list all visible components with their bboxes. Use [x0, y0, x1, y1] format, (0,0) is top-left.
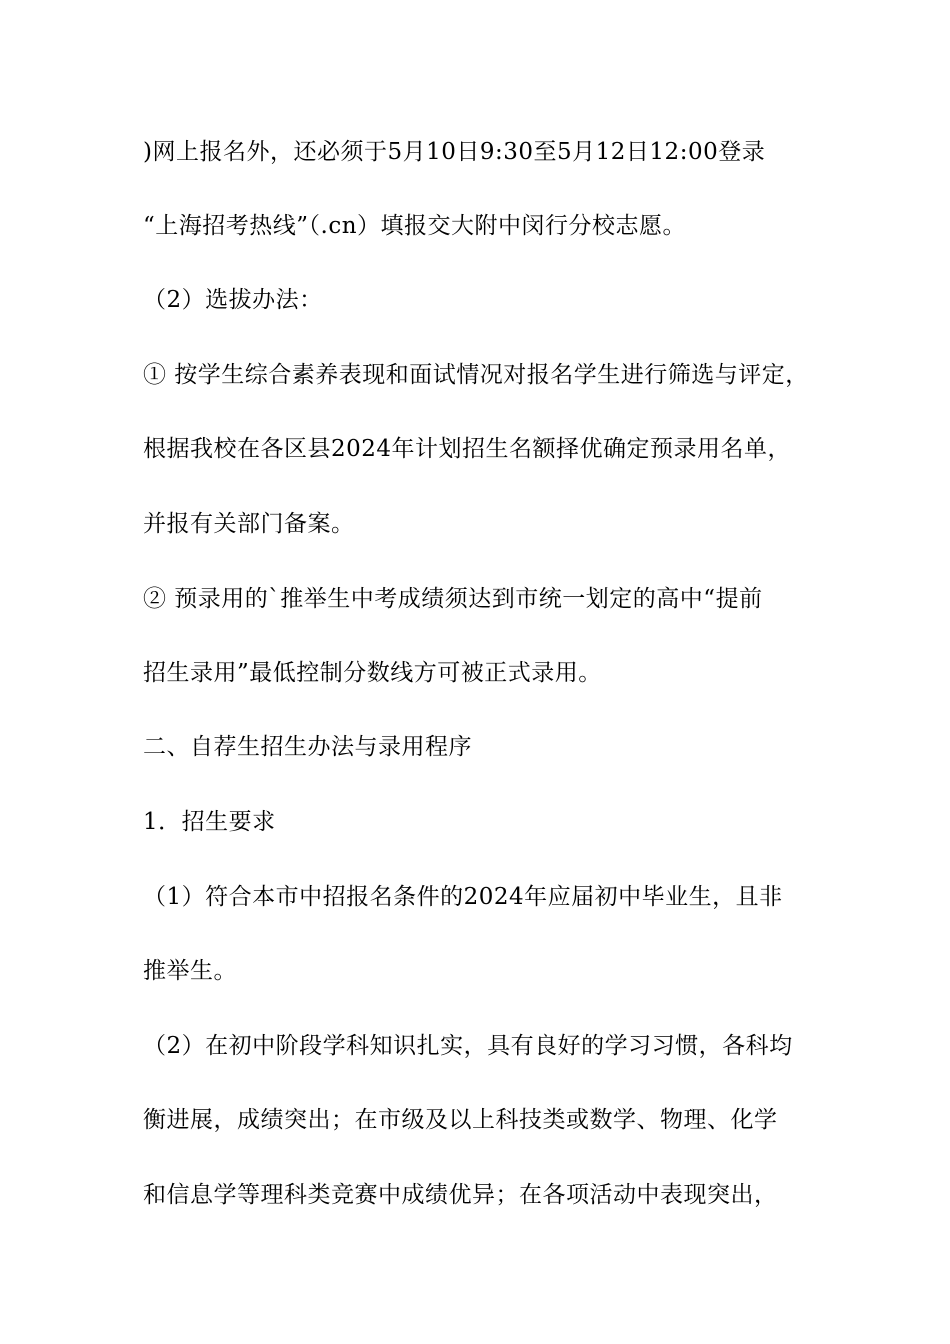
text-line: 衡进展，成绩突出；在市级及以上科技类或数学、物理、化学 [143, 1107, 778, 1133]
section-heading: 二、自荐生招生办法与录用程序 [143, 734, 472, 760]
text-line: （2）选拔办法： [143, 287, 323, 313]
text-line: “上海招考热线”（.cn）填报交大附中闵行分校志愿。 [143, 213, 687, 239]
text-line: 并报有关部门备案。 [143, 511, 355, 537]
text-line: 推举生。 [143, 958, 237, 984]
text-line: )网上报名外，还必须于5月10日9:30至5月12日12:00登录 [143, 139, 766, 165]
text-line: ② 预录用的`推举生中考成绩须达到市统一划定的高中“提前 [143, 586, 763, 612]
text-line: （1）符合本市中招报名条件的2024年应届初中毕业生，且非 [143, 884, 783, 910]
sub-heading: 1．招生要求 [143, 809, 276, 835]
text-line: 和信息学等理科类竞赛中成绩优异；在各项活动中表现突出， [143, 1182, 778, 1208]
text-line: 招生录用”最低控制分数线方可被正式录用。 [143, 660, 602, 686]
text-line: 根据我校在各区县2024年计划招生名额择优确定预录用名单， [143, 436, 792, 462]
text-line: ① 按学生综合素养表现和面试情况对报名学生进行筛选与评定， [143, 362, 809, 388]
text-line: （2）在初中阶段学科知识扎实，具有良好的学习习惯，各科均 [143, 1033, 793, 1059]
